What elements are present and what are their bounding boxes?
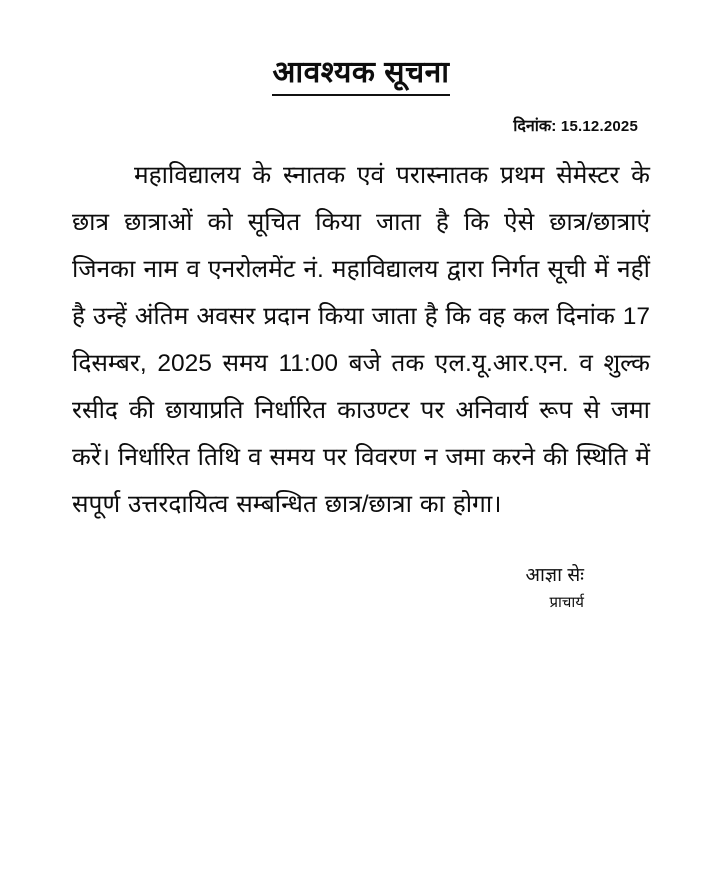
page-title-container — [72, 54, 650, 96]
notice-body-container — [72, 152, 650, 528]
date-value: 15.12.2025 — [560, 117, 638, 135]
closing-block — [72, 562, 650, 615]
page-title: आवश्यक सूचना — [272, 54, 449, 96]
date-line — [72, 114, 638, 136]
closing-from: आज्ञा सेः — [525, 564, 584, 586]
date-label: दिनांक: — [513, 117, 557, 135]
notice-body-text: महाविद्यालय के स्नातक एवं परास्नातक प्रथम सेमेस्टर के छात्र छात्राओं को सूचित किया जाता है कि ऐसे छात्र/छात्राएं जिनका नाम व एनरोलमेंट नं. महाविद्यालय द्वारा निर्गत सूची में नहीं है उन्हें अंतिम अवसर प्रदान किया जाता है कि वह कल दिनांक 17 दिसम्बर, 2025 समय 11:00 बजे तक एल.यू.आर.एन. व शुल्क रसीद की छायाप्रति निर्धारित काउण्टर पर अनिवार्य रूप से जमा करें। निर्धारित तिथि व समय पर विवरण न जमा करने की स्थिति में सपूर्ण उत्तरदायित्व सम्बन्धित छात्र/छात्रा का होगा। — [72, 161, 650, 518]
closing-signatory: प्राचार्य — [549, 594, 584, 612]
